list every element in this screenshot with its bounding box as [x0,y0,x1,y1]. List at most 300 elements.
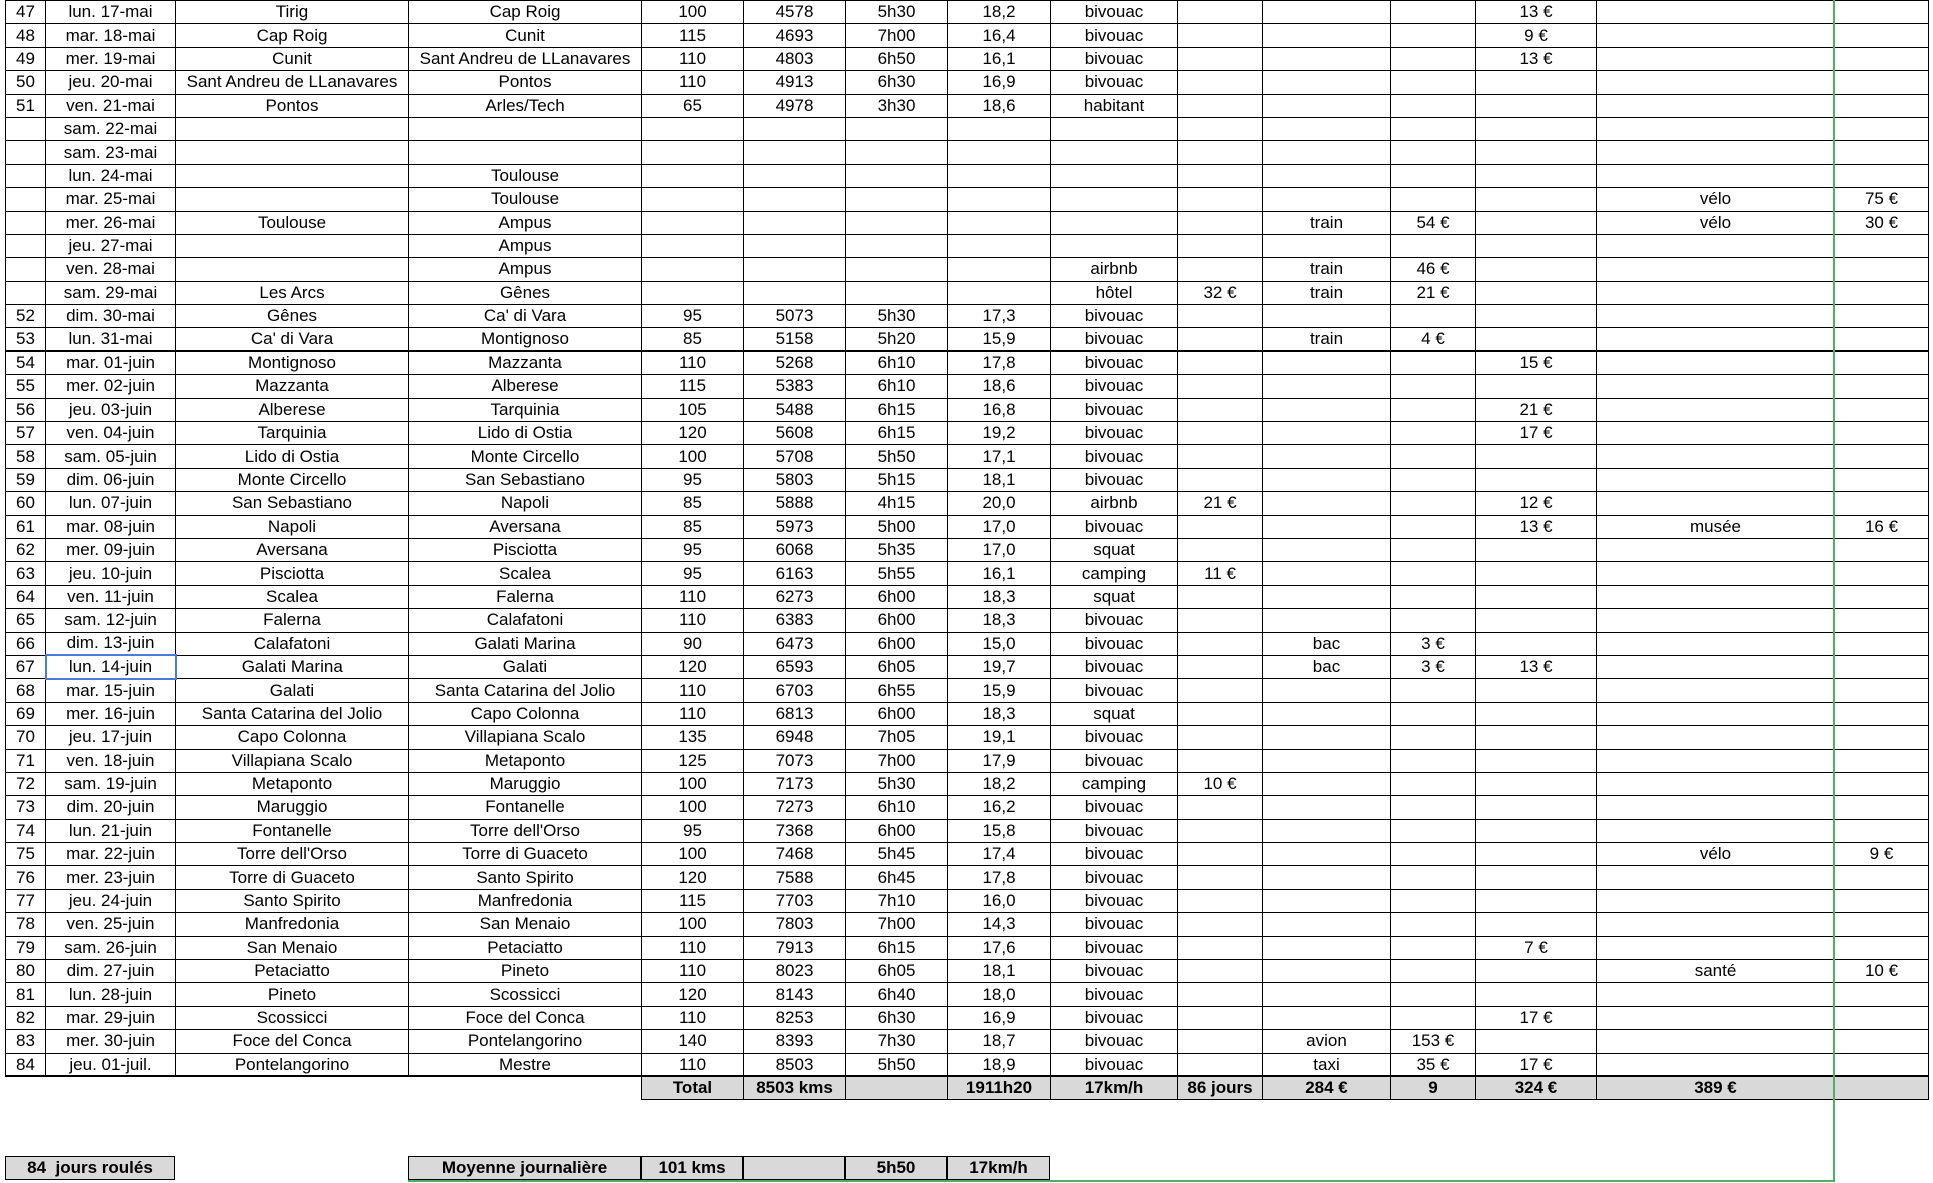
speed-cell[interactable]: 18,3 [948,702,1051,725]
other-cost-cell[interactable]: 30 € [1835,211,1929,234]
distance-cell[interactable]: 110 [642,1006,744,1029]
food-cost-cell[interactable] [1476,866,1597,889]
start-cell[interactable] [176,164,409,187]
transport-cell[interactable] [1263,422,1391,445]
transport-cost-cell[interactable] [1391,234,1476,257]
destination-cell[interactable]: Metaponto [409,749,642,772]
total-days-cell[interactable]: 86 jours [1178,1076,1263,1099]
days-ridden-cell[interactable]: 84 jours roulés [5,1156,175,1180]
cumulative-distance-cell[interactable]: 4578 [744,1,846,24]
distance-cell[interactable] [642,211,744,234]
date-cell[interactable]: lun. 17-mai [46,1,176,24]
date-cell[interactable]: ven. 18-juin [46,749,176,772]
transport-cell[interactable] [1263,679,1391,702]
cumulative-distance-cell[interactable]: 4803 [744,47,846,70]
other-expense-cell[interactable] [1597,24,1835,47]
transport-cost-cell[interactable] [1391,796,1476,819]
distance-cell[interactable]: 110 [642,960,744,983]
other-expense-cell[interactable] [1597,819,1835,842]
transport-cost-cell[interactable] [1391,843,1476,866]
other-expense-cell[interactable] [1597,538,1835,561]
other-cost-cell[interactable] [1835,562,1929,585]
transport-cell[interactable] [1263,398,1391,421]
date-cell[interactable]: dim. 27-juin [46,960,176,983]
start-cell[interactable]: San Sebastiano [176,492,409,515]
lodging-cell[interactable]: bivouac [1051,866,1178,889]
other-cost-cell[interactable] [1835,468,1929,491]
transport-cost-cell[interactable] [1391,468,1476,491]
duration-cell[interactable]: 6h10 [846,375,948,398]
other-expense-cell[interactable] [1597,749,1835,772]
duration-cell[interactable]: 5h30 [846,772,948,795]
speed-cell[interactable]: 15,0 [948,632,1051,655]
transport-cost-cell[interactable] [1391,24,1476,47]
date-cell[interactable]: mar. 08-juin [46,515,176,538]
transport-cost-cell[interactable]: 3 € [1391,655,1476,678]
cumulative-distance-cell[interactable]: 6593 [744,655,846,678]
cumulative-distance-cell[interactable]: 5268 [744,351,846,374]
distance-cell[interactable]: 110 [642,1053,744,1076]
lodging-cell[interactable]: bivouac [1051,445,1178,468]
other-cost-cell[interactable] [1835,726,1929,749]
duration-cell[interactable]: 5h15 [846,468,948,491]
distance-cell[interactable]: 110 [642,351,744,374]
start-cell[interactable]: Manfredonia [176,913,409,936]
transport-cost-cell[interactable] [1391,679,1476,702]
transport-cost-cell[interactable] [1391,889,1476,912]
speed-cell[interactable]: 16,9 [948,71,1051,94]
row-number-cell[interactable]: 59 [6,468,46,491]
transport-cell[interactable] [1263,983,1391,1006]
average-empty-cell[interactable] [743,1156,845,1180]
other-cost-cell[interactable] [1835,351,1929,374]
start-cell[interactable]: Santa Catarina del Jolio [176,702,409,725]
date-cell[interactable]: lun. 28-juin [46,983,176,1006]
food-cost-cell[interactable]: 17 € [1476,1053,1597,1076]
transport-cost-cell[interactable]: 21 € [1391,281,1476,304]
distance-cell[interactable]: 120 [642,866,744,889]
date-cell[interactable]: ven. 25-juin [46,913,176,936]
distance-cell[interactable]: 85 [642,328,744,351]
food-cost-cell[interactable] [1476,983,1597,1006]
total-time-cell[interactable]: 1911h20 [948,1076,1051,1099]
other-cost-cell[interactable] [1835,936,1929,959]
lodging-cell[interactable]: bivouac [1051,375,1178,398]
destination-cell[interactable] [409,141,642,164]
other-expense-cell[interactable] [1597,258,1835,281]
row-number-cell[interactable]: 58 [6,445,46,468]
cumulative-distance-cell[interactable]: 8393 [744,1030,846,1053]
other-cost-cell[interactable] [1835,866,1929,889]
other-expense-cell[interactable] [1597,1006,1835,1029]
destination-cell[interactable]: Ampus [409,258,642,281]
row-number-cell[interactable]: 80 [6,960,46,983]
lodging-cost-cell[interactable] [1178,515,1263,538]
date-cell[interactable]: mer. 26-mai [46,211,176,234]
cumulative-distance-cell[interactable]: 6703 [744,679,846,702]
lodging-cost-cell[interactable]: 32 € [1178,281,1263,304]
food-cost-cell[interactable]: 12 € [1476,492,1597,515]
distance-cell[interactable]: 95 [642,468,744,491]
row-number-cell[interactable]: 78 [6,913,46,936]
speed-cell[interactable]: 18,6 [948,94,1051,117]
transport-cost-cell[interactable]: 54 € [1391,211,1476,234]
transport-cell[interactable] [1263,843,1391,866]
transport-cost-cell[interactable] [1391,726,1476,749]
start-cell[interactable]: San Menaio [176,936,409,959]
speed-cell[interactable]: 16,1 [948,562,1051,585]
transport-cost-cell[interactable]: 153 € [1391,1030,1476,1053]
transport-cell[interactable] [1263,772,1391,795]
distance-cell[interactable]: 65 [642,94,744,117]
other-expense-cell[interactable]: vélo [1597,188,1835,211]
duration-cell[interactable]: 5h35 [846,538,948,561]
start-cell[interactable]: Montignoso [176,351,409,374]
speed-cell[interactable]: 17,3 [948,305,1051,328]
cumulative-distance-cell[interactable]: 6163 [744,562,846,585]
other-cost-cell[interactable] [1835,679,1929,702]
food-cost-cell[interactable] [1476,211,1597,234]
date-cell[interactable]: jeu. 10-juin [46,562,176,585]
row-number-cell[interactable]: 66 [6,632,46,655]
date-cell[interactable]: mar. 25-mai [46,188,176,211]
duration-cell[interactable]: 6h00 [846,585,948,608]
transport-cost-cell[interactable] [1391,422,1476,445]
speed-cell[interactable] [948,258,1051,281]
speed-cell[interactable] [948,234,1051,257]
other-expense-cell[interactable] [1597,234,1835,257]
other-expense-cell[interactable] [1597,1053,1835,1076]
row-number-cell[interactable]: 62 [6,538,46,561]
transport-cost-cell[interactable] [1391,188,1476,211]
lodging-cell[interactable]: squat [1051,702,1178,725]
other-cost-cell[interactable] [1835,71,1929,94]
cumulative-distance-cell[interactable] [744,117,846,140]
lodging-cost-cell[interactable] [1178,843,1263,866]
duration-cell[interactable]: 6h00 [846,632,948,655]
other-cost-cell[interactable] [1835,538,1929,561]
speed-cell[interactable]: 18,1 [948,468,1051,491]
duration-cell[interactable]: 7h00 [846,24,948,47]
destination-cell[interactable]: Cap Roig [409,1,642,24]
lodging-cell[interactable]: bivouac [1051,305,1178,328]
other-expense-cell[interactable] [1597,983,1835,1006]
row-number-cell[interactable]: 63 [6,562,46,585]
transport-cost-cell[interactable] [1391,819,1476,842]
lodging-cost-cell[interactable] [1178,188,1263,211]
start-cell[interactable]: Scalea [176,585,409,608]
cumulative-distance-cell[interactable]: 5888 [744,492,846,515]
other-expense-cell[interactable] [1597,562,1835,585]
distance-cell[interactable]: 110 [642,679,744,702]
start-cell[interactable]: Napoli [176,515,409,538]
lodging-cost-cell[interactable] [1178,819,1263,842]
transport-cost-cell[interactable] [1391,538,1476,561]
cumulative-distance-cell[interactable]: 6473 [744,632,846,655]
start-cell[interactable]: Pontelangorino [176,1053,409,1076]
cumulative-distance-cell[interactable]: 6273 [744,585,846,608]
spreadsheet-grid[interactable] [5,0,1929,1100]
distance-cell[interactable]: 100 [642,913,744,936]
food-cost-cell[interactable]: 17 € [1476,422,1597,445]
speed-cell[interactable]: 18,1 [948,960,1051,983]
start-cell[interactable]: Calafatoni [176,632,409,655]
speed-cell[interactable] [948,117,1051,140]
transport-cost-cell[interactable] [1391,445,1476,468]
other-expense-cell[interactable] [1597,632,1835,655]
other-expense-cell[interactable] [1597,679,1835,702]
other-cost-cell[interactable] [1835,1,1929,24]
lodging-cost-cell[interactable] [1178,468,1263,491]
duration-cell[interactable]: 6h00 [846,609,948,632]
transport-cell[interactable] [1263,913,1391,936]
start-cell[interactable]: Fontanelle [176,819,409,842]
lodging-cost-cell[interactable] [1178,328,1263,351]
date-cell[interactable]: mer. 30-juin [46,1030,176,1053]
cumulative-distance-cell[interactable]: 8503 [744,1053,846,1076]
distance-cell[interactable]: 100 [642,772,744,795]
cumulative-distance-cell[interactable]: 7368 [744,819,846,842]
lodging-cell[interactable]: bivouac [1051,726,1178,749]
transport-cell[interactable] [1263,164,1391,187]
lodging-cost-cell[interactable] [1178,1053,1263,1076]
transport-cell[interactable] [1263,1,1391,24]
transport-cost-cell[interactable] [1391,1,1476,24]
distance-cell[interactable]: 110 [642,936,744,959]
speed-cell[interactable] [948,281,1051,304]
row-number-cell[interactable] [6,141,46,164]
duration-cell[interactable]: 6h10 [846,796,948,819]
row-number-cell[interactable]: 49 [6,47,46,70]
cumulative-distance-cell[interactable]: 5488 [744,398,846,421]
date-cell[interactable]: mer. 23-juin [46,866,176,889]
date-cell[interactable]: sam. 12-juin [46,609,176,632]
food-cost-cell[interactable] [1476,71,1597,94]
lodging-cell[interactable]: bivouac [1051,328,1178,351]
start-cell[interactable]: Torre di Guaceto [176,866,409,889]
food-cost-cell[interactable] [1476,632,1597,655]
food-cost-cell[interactable] [1476,609,1597,632]
duration-cell[interactable]: 5h30 [846,305,948,328]
speed-cell[interactable]: 15,8 [948,819,1051,842]
other-cost-cell[interactable]: 10 € [1835,960,1929,983]
distance-cell[interactable] [642,141,744,164]
lodging-cell[interactable] [1051,164,1178,187]
row-number-cell[interactable]: 74 [6,819,46,842]
average-km-cell[interactable]: 101 kms [641,1156,743,1180]
start-cell[interactable]: Les Arcs [176,281,409,304]
transport-cost-cell[interactable] [1391,515,1476,538]
food-cost-cell[interactable] [1476,234,1597,257]
lodging-cell[interactable]: bivouac [1051,515,1178,538]
start-cell[interactable]: Mazzanta [176,375,409,398]
transport-cell[interactable] [1263,585,1391,608]
other-cost-cell[interactable] [1835,258,1929,281]
distance-cell[interactable]: 135 [642,726,744,749]
start-cell[interactable]: Monte Circello [176,468,409,491]
row-number-cell[interactable] [6,188,46,211]
transport-cell[interactable] [1263,351,1391,374]
duration-cell[interactable]: 6h05 [846,655,948,678]
date-cell[interactable]: lun. 21-juin [46,819,176,842]
cumulative-distance-cell[interactable]: 5608 [744,422,846,445]
transport-cell[interactable] [1263,726,1391,749]
start-cell[interactable] [176,234,409,257]
transport-cell[interactable] [1263,117,1391,140]
date-cell[interactable]: jeu. 20-mai [46,71,176,94]
distance-cell[interactable] [642,258,744,281]
lodging-cost-cell[interactable] [1178,913,1263,936]
row-number-cell[interactable]: 83 [6,1030,46,1053]
other-cost-cell[interactable] [1835,94,1929,117]
transport-cell[interactable] [1263,305,1391,328]
transport-cell[interactable] [1263,796,1391,819]
other-cost-cell[interactable] [1835,328,1929,351]
date-cell[interactable]: lun. 24-mai [46,164,176,187]
date-cell[interactable]: dim. 06-juin [46,468,176,491]
food-cost-cell[interactable] [1476,702,1597,725]
cumulative-distance-cell[interactable]: 7913 [744,936,846,959]
food-cost-cell[interactable] [1476,468,1597,491]
other-cost-cell[interactable] [1835,24,1929,47]
row-number-cell[interactable]: 61 [6,515,46,538]
start-cell[interactable]: Maruggio [176,796,409,819]
duration-cell[interactable]: 3h30 [846,94,948,117]
duration-cell[interactable]: 5h50 [846,445,948,468]
other-expense-cell[interactable] [1597,94,1835,117]
lodging-cell[interactable]: airbnb [1051,258,1178,281]
transport-cost-cell[interactable] [1391,398,1476,421]
distance-cell[interactable]: 100 [642,796,744,819]
other-cost-cell[interactable] [1835,702,1929,725]
total-tail-cell[interactable] [1835,1076,1929,1099]
lodging-cost-cell[interactable] [1178,351,1263,374]
date-cell[interactable]: mer. 16-juin [46,702,176,725]
transport-cell[interactable] [1263,819,1391,842]
duration-cell[interactable] [846,234,948,257]
destination-cell[interactable]: San Sebastiano [409,468,642,491]
other-cost-cell[interactable]: 75 € [1835,188,1929,211]
transport-cost-cell[interactable] [1391,562,1476,585]
other-expense-cell[interactable] [1597,117,1835,140]
duration-cell[interactable]: 7h30 [846,1030,948,1053]
destination-cell[interactable]: Mestre [409,1053,642,1076]
total-lodging-cost-cell[interactable]: 284 € [1263,1076,1391,1099]
date-cell[interactable]: sam. 22-mai [46,117,176,140]
transport-cost-cell[interactable] [1391,913,1476,936]
distance-cell[interactable]: 85 [642,515,744,538]
transport-cell[interactable] [1263,538,1391,561]
food-cost-cell[interactable] [1476,164,1597,187]
destination-cell[interactable]: Mazzanta [409,351,642,374]
lodging-cell[interactable]: bivouac [1051,889,1178,912]
distance-cell[interactable]: 105 [642,398,744,421]
lodging-cost-cell[interactable] [1178,983,1263,1006]
other-expense-cell[interactable] [1597,468,1835,491]
other-cost-cell[interactable] [1835,1006,1929,1029]
transport-cost-cell[interactable] [1391,702,1476,725]
destination-cell[interactable]: Arles/Tech [409,94,642,117]
destination-cell[interactable]: Pontelangorino [409,1030,642,1053]
duration-cell[interactable] [846,164,948,187]
start-cell[interactable]: Sant Andreu de LLanavares [176,71,409,94]
other-expense-cell[interactable]: vélo [1597,211,1835,234]
lodging-cost-cell[interactable] [1178,1,1263,24]
destination-cell[interactable]: Montignoso [409,328,642,351]
other-cost-cell[interactable] [1835,913,1929,936]
lodging-cost-cell[interactable] [1178,585,1263,608]
distance-cell[interactable]: 95 [642,305,744,328]
cumulative-distance-cell[interactable]: 7588 [744,866,846,889]
lodging-cell[interactable]: bivouac [1051,47,1178,70]
other-expense-cell[interactable] [1597,655,1835,678]
transport-cell[interactable] [1263,1006,1391,1029]
lodging-cost-cell[interactable] [1178,960,1263,983]
lodging-cost-cell[interactable] [1178,749,1263,772]
transport-cost-cell[interactable] [1391,960,1476,983]
lodging-cell[interactable]: bivouac [1051,351,1178,374]
speed-cell[interactable]: 18,6 [948,375,1051,398]
average-time-cell[interactable]: 5h50 [845,1156,947,1180]
other-expense-cell[interactable] [1597,1,1835,24]
cumulative-distance-cell[interactable]: 5973 [744,515,846,538]
lodging-cell[interactable]: bivouac [1051,468,1178,491]
average-label-cell[interactable]: Moyenne journalière [408,1156,641,1180]
duration-cell[interactable] [846,188,948,211]
start-cell[interactable]: Alberese [176,398,409,421]
date-cell[interactable]: sam. 29-mai [46,281,176,304]
speed-cell[interactable]: 16,8 [948,398,1051,421]
other-expense-cell[interactable] [1597,772,1835,795]
lodging-cell[interactable]: squat [1051,585,1178,608]
lodging-cell[interactable]: bivouac [1051,819,1178,842]
food-cost-cell[interactable] [1476,328,1597,351]
date-cell[interactable]: ven. 21-mai [46,94,176,117]
destination-cell[interactable]: Scalea [409,562,642,585]
food-cost-cell[interactable] [1476,538,1597,561]
speed-cell[interactable]: 17,0 [948,515,1051,538]
transport-cell[interactable] [1263,960,1391,983]
other-expense-cell[interactable] [1597,913,1835,936]
transport-cell[interactable]: avion [1263,1030,1391,1053]
date-cell[interactable]: ven. 11-juin [46,585,176,608]
duration-cell[interactable]: 5h00 [846,515,948,538]
row-number-cell[interactable]: 67 [6,655,46,678]
speed-cell[interactable]: 17,4 [948,843,1051,866]
cumulative-distance-cell[interactable]: 6948 [744,726,846,749]
duration-cell[interactable]: 5h50 [846,1053,948,1076]
other-cost-cell[interactable] [1835,445,1929,468]
distance-cell[interactable]: 95 [642,538,744,561]
row-number-cell[interactable]: 73 [6,796,46,819]
lodging-cost-cell[interactable] [1178,24,1263,47]
row-number-cell[interactable]: 50 [6,71,46,94]
lodging-cell[interactable]: bivouac [1051,960,1178,983]
destination-cell[interactable]: Alberese [409,375,642,398]
destination-cell[interactable]: Torre di Guaceto [409,843,642,866]
transport-cost-cell[interactable] [1391,47,1476,70]
food-cost-cell[interactable] [1476,562,1597,585]
distance-cell[interactable] [642,188,744,211]
transport-cell[interactable] [1263,375,1391,398]
row-number-cell[interactable]: 72 [6,772,46,795]
start-cell[interactable]: Capo Colonna [176,726,409,749]
transport-cost-cell[interactable] [1391,983,1476,1006]
distance-cell[interactable]: 90 [642,632,744,655]
other-cost-cell[interactable] [1835,281,1929,304]
date-cell[interactable]: mar. 18-mai [46,24,176,47]
speed-cell[interactable]: 17,6 [948,936,1051,959]
